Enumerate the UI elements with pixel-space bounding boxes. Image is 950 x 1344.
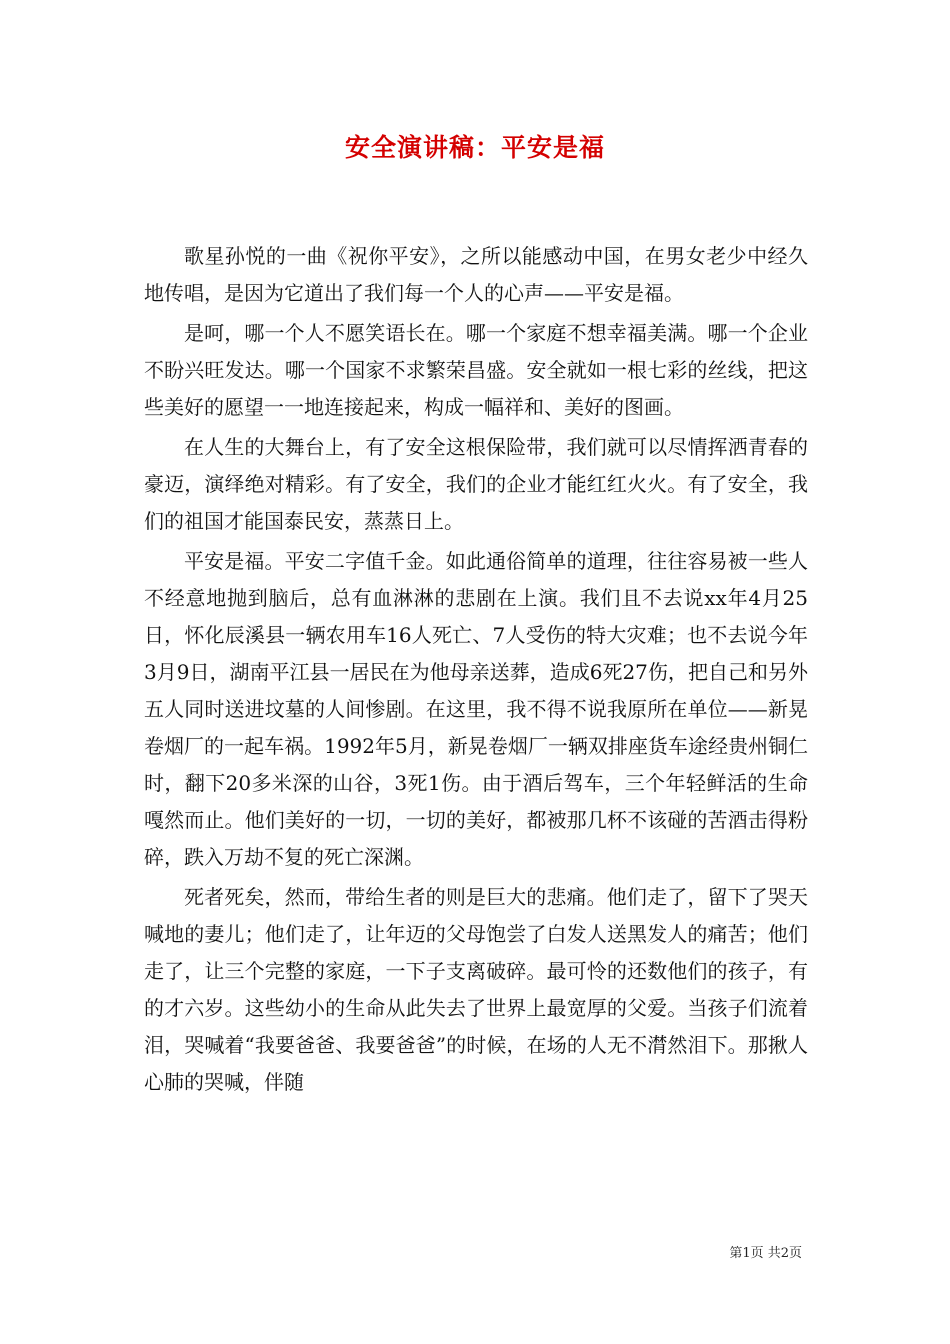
document-title: 安全演讲稿：平安是福 <box>344 133 605 162</box>
page-footer: 第1页 共2页 <box>729 1246 802 1261</box>
paragraph-2: 是呵，哪一个人不愿笑语长在。哪一个家庭不想幸福美满。哪一个企业不盼兴旺发达。哪一个国家不求繁荣昌盛。安全就如一根七彩的丝线，把这些美好的愿望一一地连接起来，构成一幅祥和、美好的图画。 <box>144 321 808 419</box>
paragraph-4: 平安是福。平安二字值千金。如此通俗简单的道理，往往容易被一些人不经意地抛到脑后，总有血淋淋的悲剧在上演。我们且不去说xx年4月25日，怀化辰溪县一辆农用车16人死亡、7人受伤的特大灾难；也不去说今年3月9日，湖南平江县一居民在为他母亲送葬，造成6死27伤，把自己和另外五人同时送进坟墓的人间惨剧。在这里，我不得不说我原所在单位——新晃卷烟厂的一起车祸。1992年5月，新晃卷烟厂一辆双排座货车途经贵州铜仁时，翻下20多米深的山谷，3死1伤。由于酒后驾车，三个年轻鲜活的生命嘎然而止。他们美好的一切，一切的美好，都被那几杯不该碰的苦酒击得粉碎，跌入万劫不复的死亡深渊。 <box>144 549 808 869</box>
paragraph-1: 歌星孙悦的一曲《祝你平安》，之所以能感动中国，在男女老少中经久地传唱，是因为它道出了我们每一个人的心声——平安是福。 <box>144 244 808 305</box>
paragraph-3: 在人生的大舞台上，有了安全这根保险带，我们就可以尽情挥洒青春的豪迈，演绎绝对精彩。有了安全，我们的企业才能红红火火。有了安全，我们的祖国才能国泰民安，蒸蒸日上。 <box>144 435 808 533</box>
document-body <box>144 238 808 1104</box>
paragraph-5: 死者死矣，然而，带给生者的则是巨大的悲痛。他们走了，留下了哭天喊地的妻儿；他们走了，让年迈的父母饱尝了白发人送黑发人的痛苦；他们走了，让三个完整的家庭，一下子支离破碎。最可怜的还数他们的孩子，有的才六岁。这些幼小的生命从此失去了世界上最宽厚的父爱。当孩子们流着泪，哭喊着“我要爸爸、我要爸爸”的时候，在场的人无不潸然泪下。那揪人心肺的哭喊，伴随 <box>144 885 808 1094</box>
